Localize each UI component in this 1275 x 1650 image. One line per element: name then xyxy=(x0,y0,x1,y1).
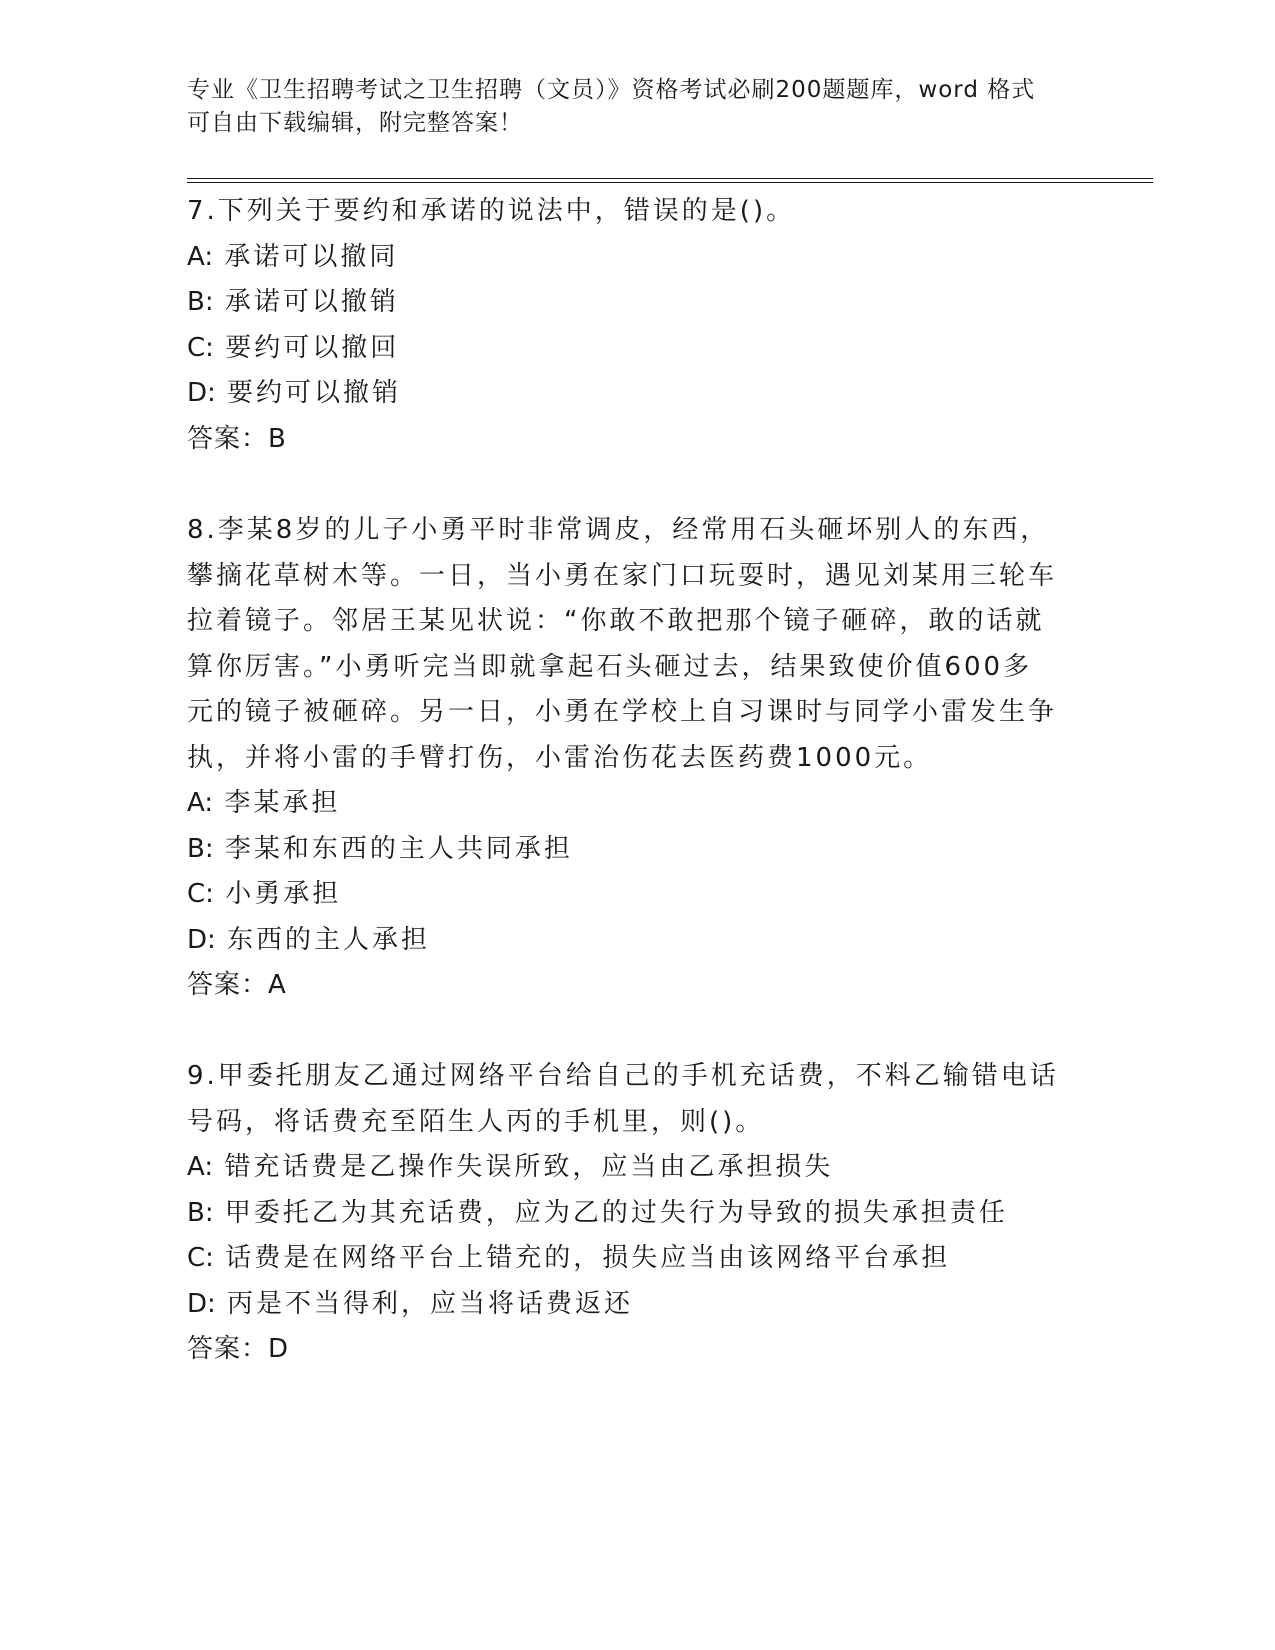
question-stem-line: 执，并将小雷的手臂打伤，小雷治伤花去医药费1000元。 xyxy=(187,742,933,773)
header-divider-bottom xyxy=(187,182,1153,183)
option-b: B: 甲委托乙为其充话费，应为乙的过失行为导致的损失承担责任 xyxy=(187,1197,1008,1228)
question-8 xyxy=(187,508,1067,1009)
option-c: C: 要约可以撤回 xyxy=(187,332,400,363)
header-line-2: 可自由下载编辑，附完整答案！ xyxy=(187,110,523,136)
question-9 xyxy=(187,1054,1067,1373)
option-b: B: 李某和东西的主人共同承担 xyxy=(187,833,573,864)
document-header xyxy=(187,74,1067,140)
question-7 xyxy=(187,189,1067,462)
question-stem-line: 元的镜子被砸碎。另一日，小勇在学校上自习课时与同学小雷发生争 xyxy=(187,697,1058,727)
option-d: D: 东西的主人承担 xyxy=(187,924,431,955)
answer-label: 答案：D xyxy=(187,1334,290,1364)
question-stem-line: 攀摘花草树木等。一日，当小勇在家门口玩耍时，遇见刘某用三轮车 xyxy=(187,560,1058,591)
option-d: D: 要约可以撤销 xyxy=(187,378,402,408)
answer-label: 答案：B xyxy=(187,423,287,454)
option-b: B: 承诺可以撤销 xyxy=(187,287,399,317)
question-stem-line: 8.李某8岁的儿子小勇平时非常调皮，经常用石头砸坏别人的东西， xyxy=(187,515,1050,545)
header-line-1: 专业《卫生招聘考试之卫生招聘（文员）》资格考试必刷200题题库，word 格式 xyxy=(187,77,1036,103)
option-a: A: 李某承担 xyxy=(187,788,341,818)
answer-label: 答案：A xyxy=(187,970,287,1000)
question-stem-line: 号码，将话费充至陌生人丙的手机里，则()。 xyxy=(187,1106,765,1137)
option-a: A: 承诺可以撤同 xyxy=(187,241,399,272)
option-c: C: 小勇承担 xyxy=(187,879,342,909)
option-c: C: 话费是在网络平台上错充的，损失应当由该网络平台承担 xyxy=(187,1243,951,1273)
header-divider-top xyxy=(187,178,1153,179)
question-stem-line: 9.甲委托朋友乙通过网络平台给自己的手机充话费，不料乙输错电话 xyxy=(187,1061,1059,1091)
question-stem-line: 7.下列关于要约和承诺的说法中，错误的是()。 xyxy=(187,196,796,226)
option-d: D: 丙是不当得利，应当将话费返还 xyxy=(187,1288,634,1319)
question-stem-line: 算你厉害。”小勇听完当即就拿起石头砸过去，结果致使价值600多 xyxy=(187,651,1033,682)
question-stem-line: 拉着镜子。邻居王某见状说：“你敢不敢把那个镜子砸碎，敢的话就 xyxy=(187,606,1045,636)
option-a: A: 错充话费是乙操作失误所致，应当由乙承担损失 xyxy=(187,1152,834,1182)
